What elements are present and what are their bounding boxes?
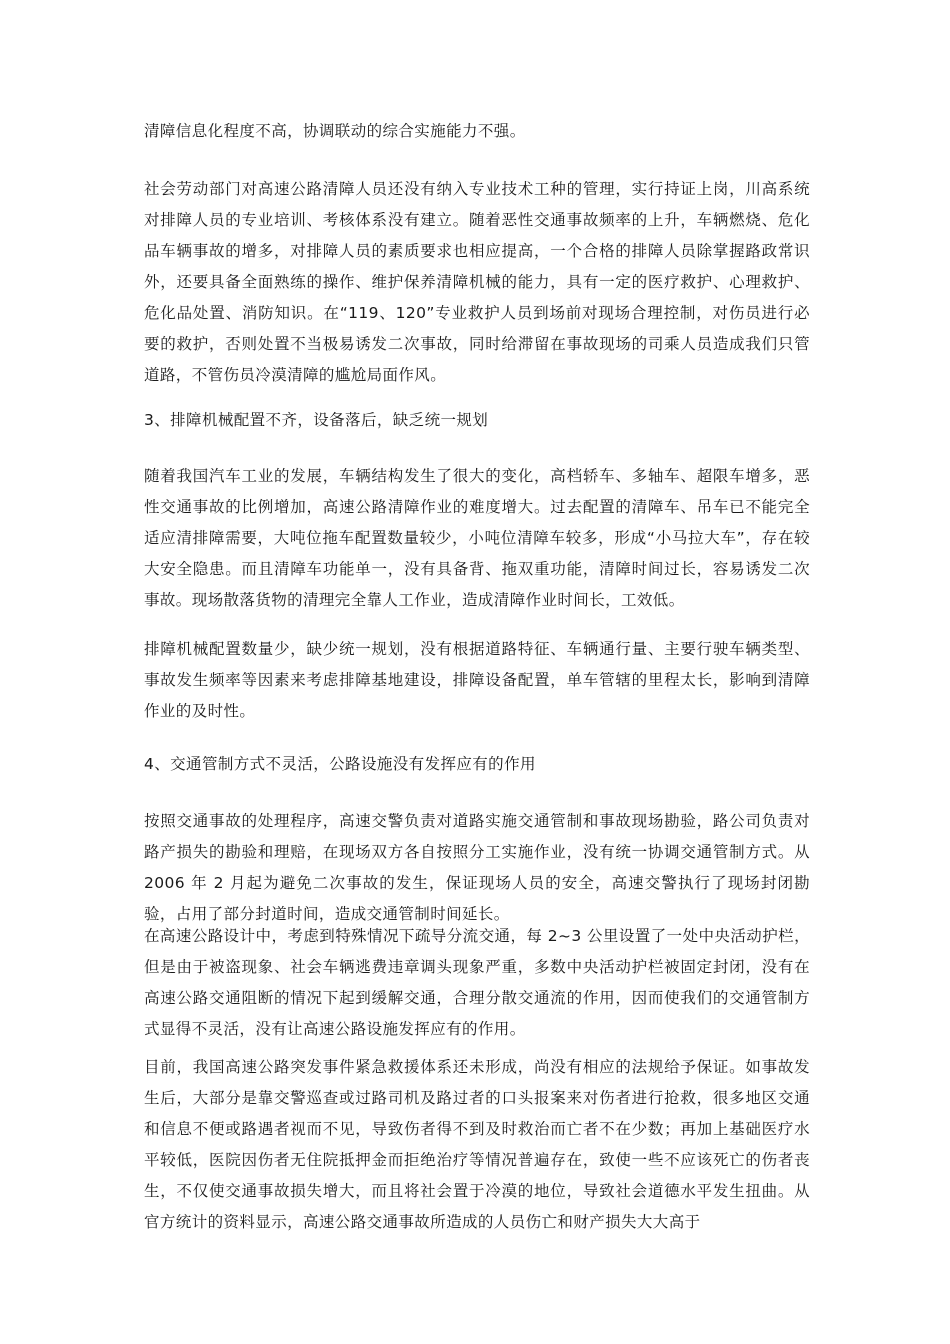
paragraph-1: 清障信息化程度不高，协调联动的综合实施能力不强。	[144, 122, 526, 140]
paragraph-3: 随着我国汽车工业的发展，车辆结构发生了很大的变化，高档轿车、多轴车、超限车增多，恶性交通事故的比例增加，高速公路清障作业的难度增大。过去配置的清障车、吊车已不能完全适应清排障需要，大吨位拖车配置数量较少，小吨位清障车较多，形成“小马拉大车”，存在较大安全隐患。而且清障车功能单一，没有具备背、拖双重功能，清障时间过长，容易诱发二次事故。现场散落货物的清理完全靠人工作业，造成清障作业时间长，工效低。	[144, 467, 810, 609]
paragraph-5: 按照交通事故的处理程序，高速交警负责对道路实施交通管制和事故现场勘验，路公司负责对路产损失的勘验和理赔，在现场双方各自按照分工实施作业，没有统一协调交通管制方式。从 2006 年 2 月起为避免二次事故的发生，保证现场人员的安全，高速交警执行了现场封闭勘验，占用了部分封道时间，造成交通管制时间延长。	[144, 812, 810, 923]
paragraph-7: 目前，我国高速公路突发事件紧急救援体系还未形成，尚没有相应的法规给予保证。如事故发生后，大部分是靠交警巡查或过路司机及路过者的口头报案来对伤者进行抢救，很多地区交通和信息不便或路遇者视而不见，导致伤者得不到及时救治而亡者不在少数；再加上基础医疗水平较低，医院因伤者无住院抵押金而拒绝治疗等情况普遍存在，致使一些不应该死亡的伤者丧生，不仅使交通事故损失增大，而且将社会置于冷漠的地位，导致社会道德水平发生扭曲。从官方统计的资料显示，高速公路交通事故所造成的人员伤亡和财产损失大大高于	[144, 1058, 810, 1231]
paragraph-2: 社会劳动部门对高速公路清障人员还没有纳入专业技术工种的管理，实行持证上岗，川高系统对排障人员的专业培训、考核体系没有建立。随着恶性交通事故频率的上升，车辆燃烧、危化品车辆事故的增多，对排障人员的素质要求也相应提高，一个合格的排障人员除掌握路政常识外，还要具备全面熟练的操作、维护保养清障机械的能力，具有一定的医疗救护、心理救护、危化品处置、消防知识。在“119、120”专业救护人员到场前对现场合理控制，对伤员进行必要的救护，否则处置不当极易诱发二次事故，同时给滞留在事故现场的司乘人员造成我们只管道路，不管伤员冷漠清障的尴尬局面作风。	[144, 180, 810, 384]
paragraph-4: 排障机械配置数量少，缺少统一规划，没有根据道路特征、车辆通行量、主要行驶车辆类型、事故发生频率等因素来考虑排障基地建设，排障设备配置，单车管辖的里程太长，影响到清障作业的及时性。	[144, 640, 810, 720]
section-heading-3: 3、排障机械配置不齐，设备落后，缺乏统一规划	[144, 411, 489, 429]
section-heading-4: 4、交通管制方式不灵活，公路设施没有发挥应有的作用	[144, 755, 536, 773]
paragraph-6: 在高速公路设计中，考虑到特殊情况下疏导分流交通，每 2~3 公里设置了一处中央活动护栏，但是由于被盗现象、社会车辆逃费违章调头现象严重，多数中央活动护栏被固定封闭，没有在高速公路交通阻断的情况下起到缓解交通，合理分散交通流的作用，因而使我们的交通管制方式显得不灵活，没有让高速公路设施发挥应有的作用。	[144, 927, 810, 1038]
